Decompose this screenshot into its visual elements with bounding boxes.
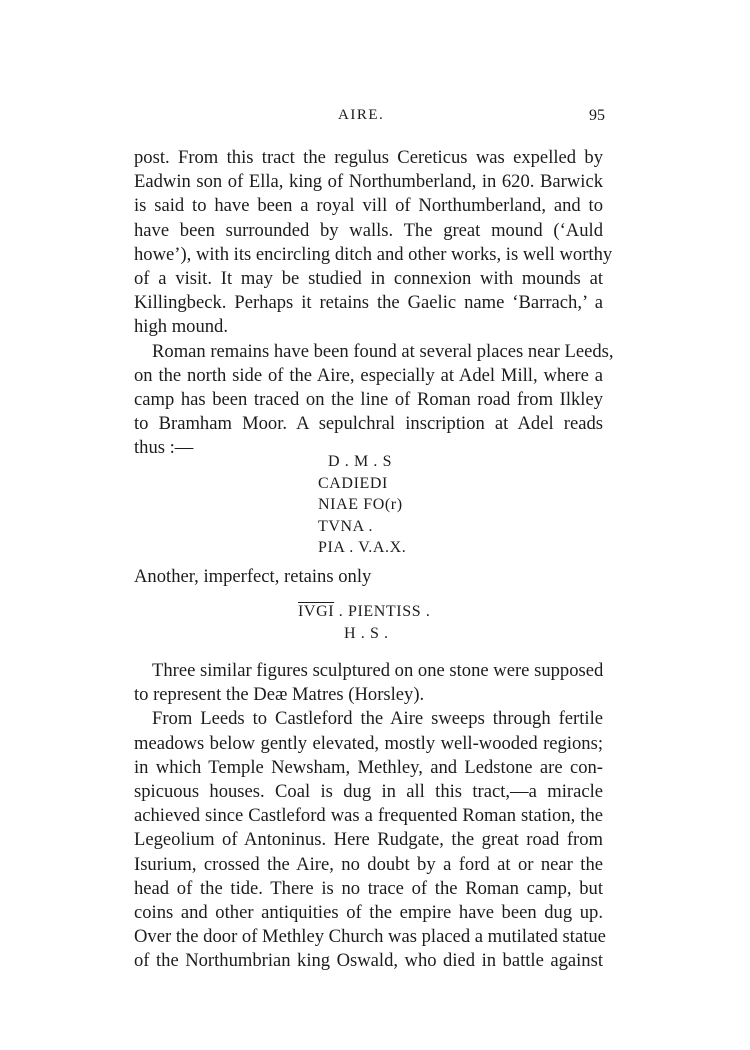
inscription-line (298, 601, 430, 623)
text-line: Legeolium of Antoninus. Here Rudgate, the great road from (134, 829, 603, 851)
body-text-lower (134, 565, 603, 589)
inscription-line: NIAE FO(r) (318, 496, 403, 513)
inscription-imperfect (298, 601, 430, 644)
running-title: AIRE. (338, 107, 385, 123)
inscription-line: H . S . (344, 624, 389, 642)
text-line: howe’), with its encircling ditch and other works, is well worthy (134, 243, 613, 265)
text-line: Another, imperfect, retains only (134, 566, 372, 587)
text-line: thus :— (134, 437, 194, 459)
running-head (0, 107, 750, 129)
text-line: spicuous houses. Coal is dug in all this tract,—a miracle (134, 781, 603, 803)
text-line: Isurium, crossed the Aire, no doubt by a ford at or near the (134, 853, 603, 875)
text-line: head of the tide. There is no trace of the Roman camp, but (134, 877, 603, 899)
text-line: post. From this tract the regulus Cereticus was expelled by (134, 147, 603, 168)
inscription-line: CADIEDI (318, 474, 388, 492)
paragraph-deae-matres (134, 659, 603, 707)
paragraph-roman-remains (134, 340, 614, 461)
overlined-abbreviation: IVGI (298, 603, 335, 620)
text-line: of the Northumbrian king Oswald, who died in battle against (134, 950, 603, 972)
text-line: on the north side of the Aire, especially at Adel Mill, where a (134, 364, 603, 386)
inscription-line: PIA . V.A.X. (318, 539, 407, 556)
text-line: Over the door of Methley Church was placed a mutilated statue (134, 926, 606, 948)
text-line: From Leeds to Castleford the Aire sweeps through fertile (152, 708, 603, 730)
text-line: achieved since Castleford was a frequented Roman station, the (134, 805, 603, 827)
body-text (134, 146, 614, 461)
text-line: to Bramham Moor. A sepulchral inscription at Adel reads (134, 413, 603, 435)
body-text-final (134, 659, 606, 974)
page-number: 95 (589, 107, 605, 124)
inscription-text: . PIENTISS . (334, 603, 431, 620)
inscription-line: D . M . S (328, 453, 393, 470)
inscription-adel (318, 451, 406, 559)
inscription-line: TVNA . (318, 517, 374, 535)
text-line: Roman remains have been found at several places near Leeds, (152, 340, 614, 362)
text-line: is said to have been a royal vill of Northumberland, and to (134, 195, 603, 217)
text-line: Eadwin son of Ella, king of Northumberland, in 620. Barwick (134, 171, 603, 193)
text-line: meadows below gently elevated, mostly well-wooded regions; (134, 732, 603, 754)
paragraph-another (134, 565, 603, 589)
paragraph-castleford (134, 707, 606, 973)
text-line: coins and other antiquities of the empire have been dug up. (134, 902, 603, 924)
text-line: in which Temple Newsham, Methley, and Ledstone are con- (134, 756, 603, 778)
text-line: Three similar figures sculptured on one stone were supposed (152, 660, 604, 681)
text-line: camp has been traced on the line of Roman road from Ilkley (134, 389, 603, 411)
text-line: to represent the Deæ Matres (Horsley). (134, 684, 425, 706)
text-line: high mound. (134, 316, 229, 338)
text-line: have been surrounded by walls. The great mound (‘Auld (134, 219, 603, 241)
text-line: Killingbeck. Perhaps it retains the Gaelic name ‘Barrach,’ a (134, 292, 603, 314)
paragraph-barwick (134, 146, 613, 340)
text-line: of a visit. It may be studied in connexion with mounds at (134, 268, 603, 290)
